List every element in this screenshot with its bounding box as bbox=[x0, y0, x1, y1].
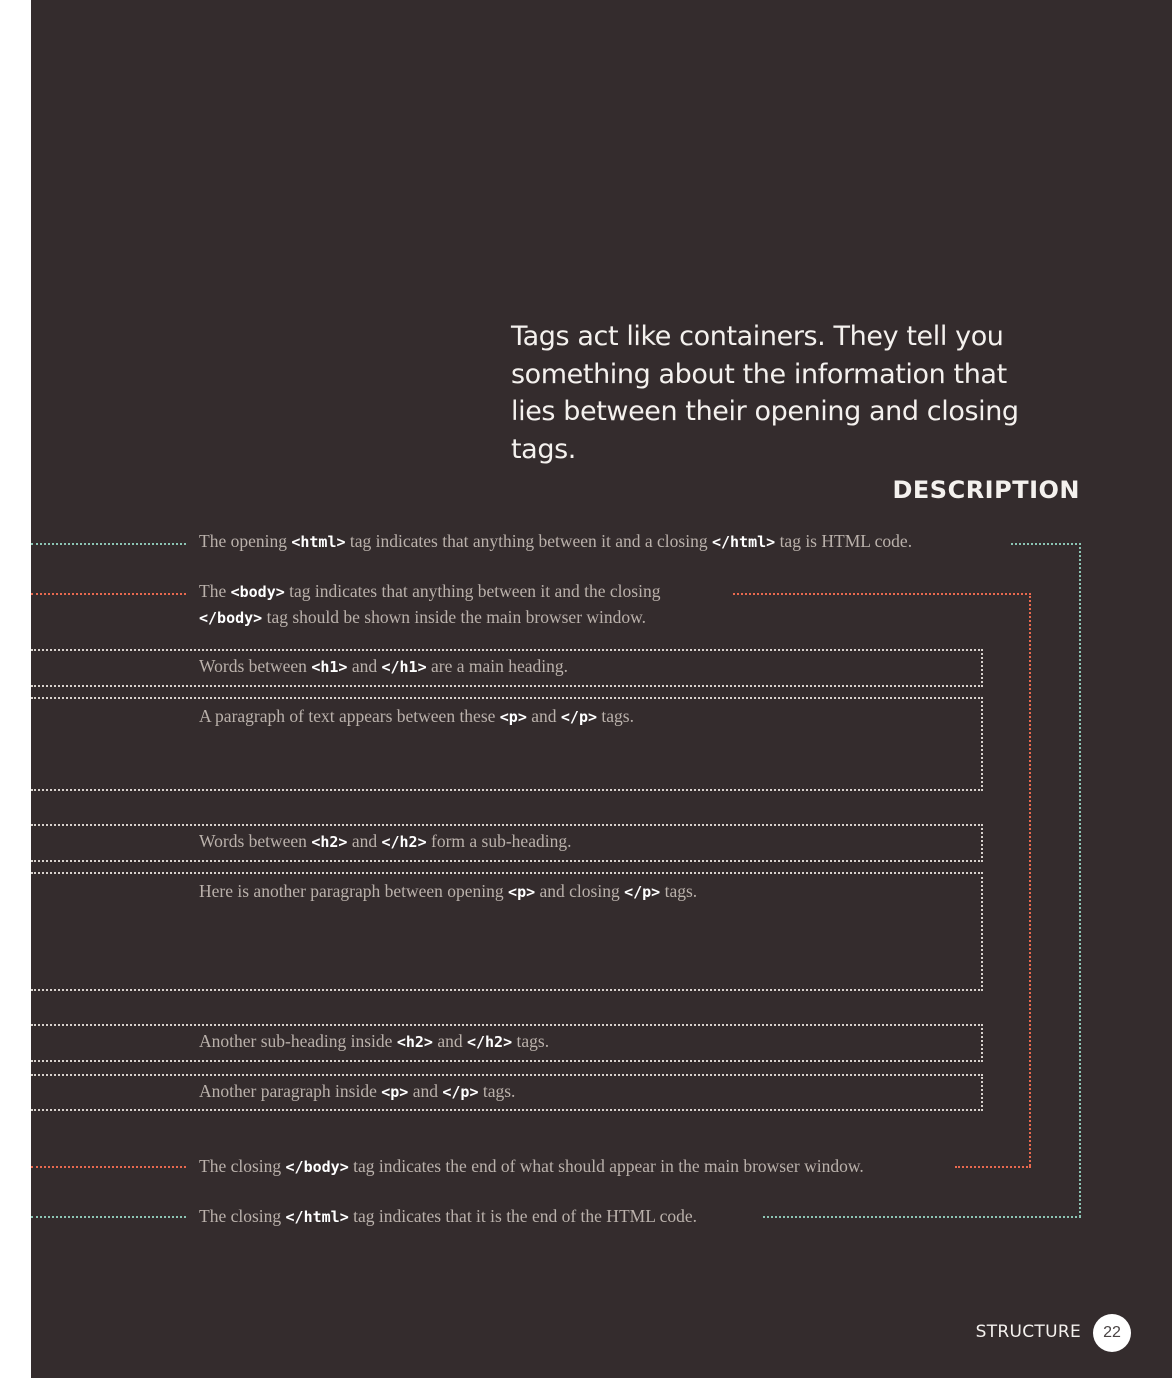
p3-box-top bbox=[31, 1074, 983, 1076]
p3-description: Another paragraph inside <p> and </p> tags. bbox=[199, 1081, 516, 1101]
h2b-box-top bbox=[31, 1024, 983, 1026]
html-open-connector-right bbox=[1011, 543, 1081, 545]
page bbox=[31, 0, 1172, 1378]
h2-box-top bbox=[31, 824, 983, 826]
body-close-connector-left bbox=[31, 1166, 186, 1168]
html-close-description: The closing </html> tag indicates that it is the end of the HTML code. bbox=[199, 1206, 698, 1226]
p1-box-top bbox=[31, 697, 983, 699]
html-close-connector-right bbox=[763, 1216, 1081, 1218]
h2-box-side bbox=[981, 824, 983, 862]
body-open-connector-left bbox=[31, 593, 186, 595]
p2-box-top bbox=[31, 872, 983, 874]
body-bracket bbox=[1029, 593, 1031, 1166]
h2-description: Words between <h2> and </h2> form a sub-heading. bbox=[199, 831, 572, 851]
h1-box-top bbox=[31, 649, 983, 651]
html-open-connector-left bbox=[31, 543, 186, 545]
body-open-description: The <body> tag indicates that anything between it and the closing </body> tag should be shown inside the main browser window. bbox=[199, 581, 661, 627]
body-close-connector-right bbox=[955, 1166, 1031, 1168]
h2b-box-side bbox=[981, 1024, 983, 1062]
page-number: 22 bbox=[1093, 1314, 1131, 1352]
html-close-connector-left bbox=[31, 1216, 186, 1218]
h2-box-bottom bbox=[31, 860, 983, 862]
html-open-description: The opening <html> tag indicates that anything between it and a closing </html> tag is HTML code. bbox=[199, 531, 913, 551]
p1-box-side bbox=[981, 697, 983, 791]
p2-description: Here is another paragraph between opening <p> and closing </p> tags. bbox=[199, 881, 698, 901]
p2-box-side bbox=[981, 872, 983, 991]
p1-box-bottom bbox=[31, 789, 983, 791]
h1-box-side bbox=[981, 649, 983, 687]
p1-description: A paragraph of text appears between these <p> and </p> tags. bbox=[199, 706, 634, 726]
h2b-box-bottom bbox=[31, 1060, 983, 1062]
intro-text: Tags act like containers. They tell you something about the information that lies between their opening and closing tags. bbox=[511, 321, 1019, 465]
section-label: STRUCTURE bbox=[975, 1322, 1081, 1342]
html-bracket bbox=[1079, 543, 1081, 1217]
description-heading: DESCRIPTION bbox=[892, 476, 1080, 504]
p3-box-bottom bbox=[31, 1109, 983, 1111]
h1-description: Words between <h1> and </h1> are a main heading. bbox=[199, 656, 569, 676]
h2b-description: Another sub-heading inside <h2> and </h2> tags. bbox=[199, 1031, 550, 1051]
body-open-connector-right bbox=[733, 593, 1031, 595]
h1-box-bottom bbox=[31, 685, 983, 687]
body-close-description: The closing </body> tag indicates the end of what should appear in the main browser window. bbox=[199, 1156, 864, 1176]
p2-box-bottom bbox=[31, 989, 983, 991]
p3-box-side bbox=[981, 1074, 983, 1111]
